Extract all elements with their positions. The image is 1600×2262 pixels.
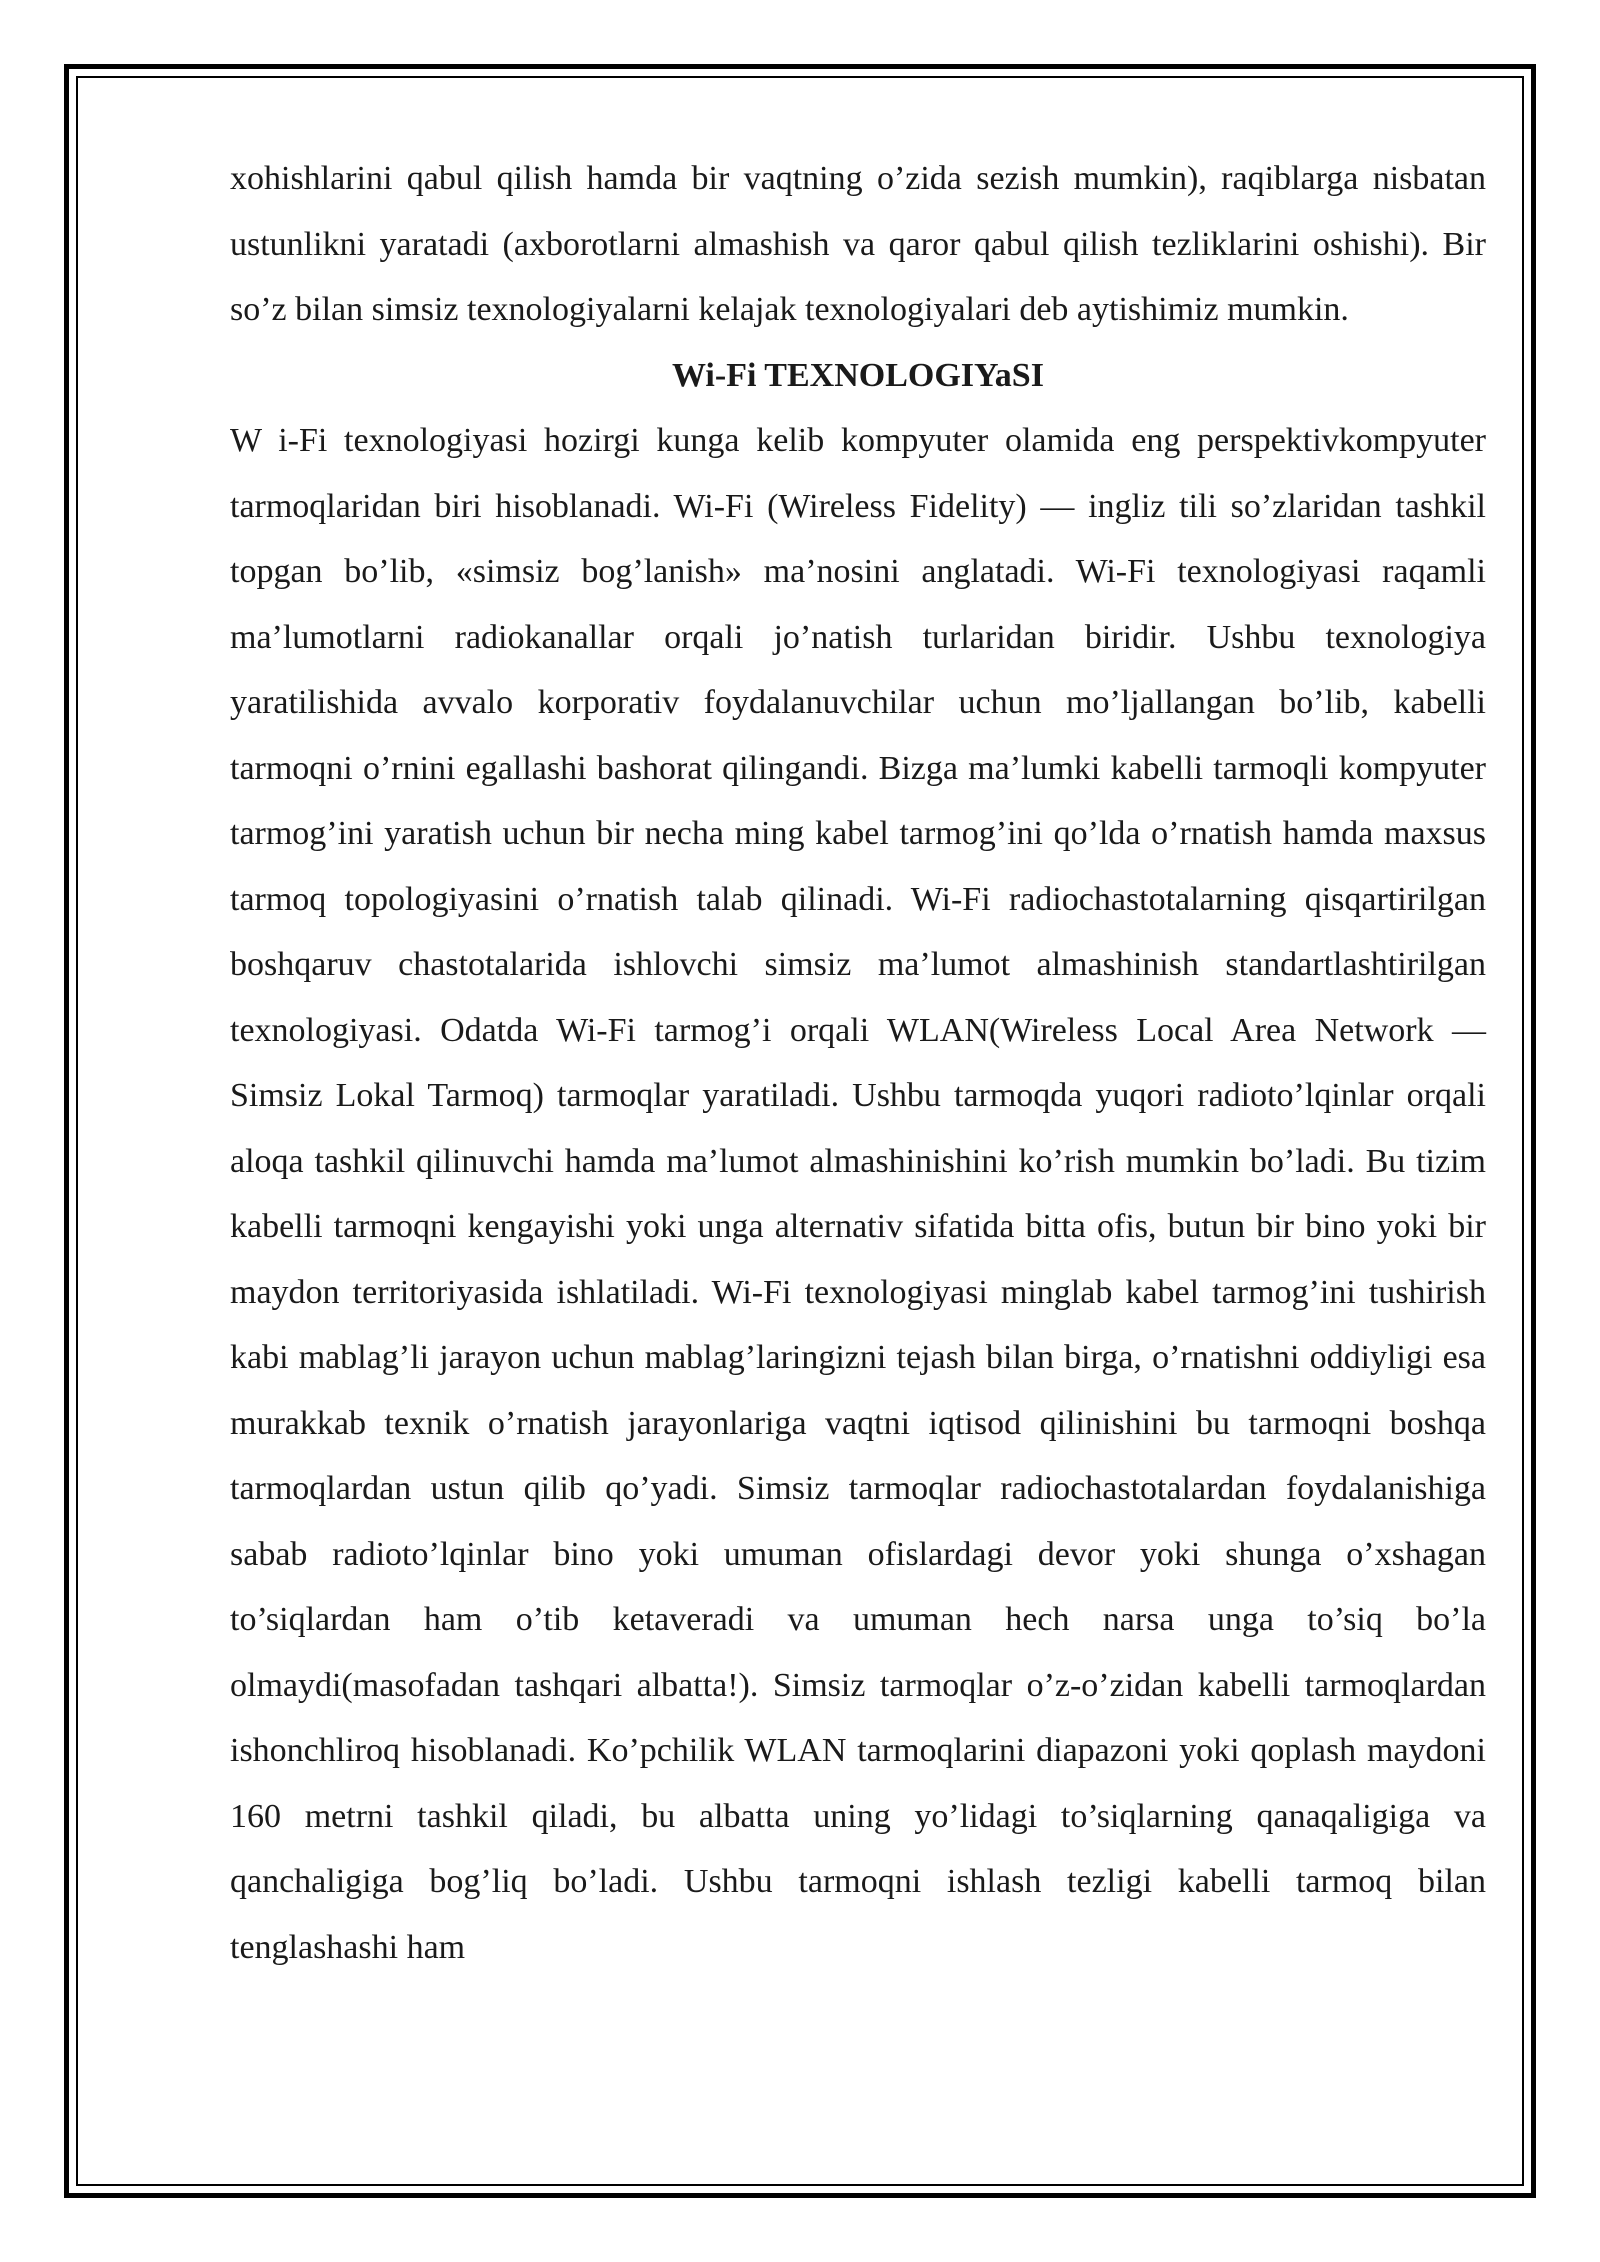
body-paragraph: W i-Fi texnologiyasi hozirgi kunga kelib kompyuter olamida eng perspektivkompyuter tarmoqlaridan biri hisoblanadi. Wi-Fi (Wireless Fidelity) — ingliz tili so’zlaridan tashkil topgan bo’lib, «simsiz bog’lanish» ma’nosini anglatadi. Wi-Fi texnologiyasi raqamli ma’lumotlarni radiokanallar orqali jo’natish turlaridan biridir. Ushbu texnologiya yaratilishida avvalo korporativ foydalanuvchilar uchun mo’ljallangan bo’lib, kabelli tarmoqni o’rnini egallashi bashorat qilingandi. Bizga ma’lumki kabelli tarmoqli kompyuter tarmog’ini yaratish uchun bir necha ming kabel tarmog’ini qo’lda o’rnatish hamda maxsus tarmoq topologiyasini o’rnatish talab qilinadi. Wi-Fi radiochastotalarning qisqartirilgan boshqaruv chastotalarida ishlovchi simsiz ma’lumot almashinish standartlashtirilgan texnologiyasi. Odatda Wi-Fi tarmog’i orqali WLAN(Wireless Local Area Network — Simsiz Lokal Tarmoq) tarmoqlar yaratiladi. Ushbu tarmoqda yuqori radioto’lqinlar orqali aloqa tashkil qilinuvchi hamda ma’lumot almashinishini ko’rish mumkin bo’ladi. Bu tizim kabelli tarmoqni kengayishi yoki unga alternativ sifatida bitta ofis, butun bir bino yoki bir maydon territoriyasida ishlatiladi. Wi-Fi texnologiyasi minglab kabel tarmog’ini tushirish kabi mablag’li jarayon uchun mablag’laringizni tejash bilan birga, o’rnatishni oddiyligi esa murakkab texnik o’rnatish jarayonlariga vaqtni iqtisod qilinishini bu tarmoqni boshqa tarmoqlardan ustun qilib qo’yadi. Simsiz tarmoqlar radiochastotalardan foydalanishiga sabab radioto’lqinlar bino yoki umuman ofislardagi devor yoki shunga o’xshagan to’siqlardan ham o’tib ketaveradi va umuman hech narsa unga to’siq bo’la olmaydi(masofadan tashqari albatta!). Simsiz tarmoqlar o’z-o’zidan kabelli tarmoqlardan ishonchliroq hisoblanadi. Ko’pchilik WLAN tarmoqlarini diapazoni yoki qoplash maydoni 160 metrni tashkil qiladi, bu albatta uning yo’lidagi to’siqlarning qanaqaligiga va qanchaligiga bog’liq bo’ladi. Ushbu tarmoqni ishlash tezligi kabelli tarmoq bilan tenglashashi ham [230,422,1486,1966]
intro-paragraph: xohishlarini qabul qilish hamda bir vaqtning o’zida sezish mumkin), raqiblarga nisbatan ustunlikni yaratadi (axborotlarni almashish va qaror qabul qilish tezliklarini oshishi). Bir so’z bilan simsiz texnologiyalarni kelajak texnologiyalari deb aytishimiz mumkin. [230,160,1486,328]
section-heading: Wi-Fi TEXNOLOGIYaSI [672,356,1044,394]
page-content [230,146,1486,1980]
